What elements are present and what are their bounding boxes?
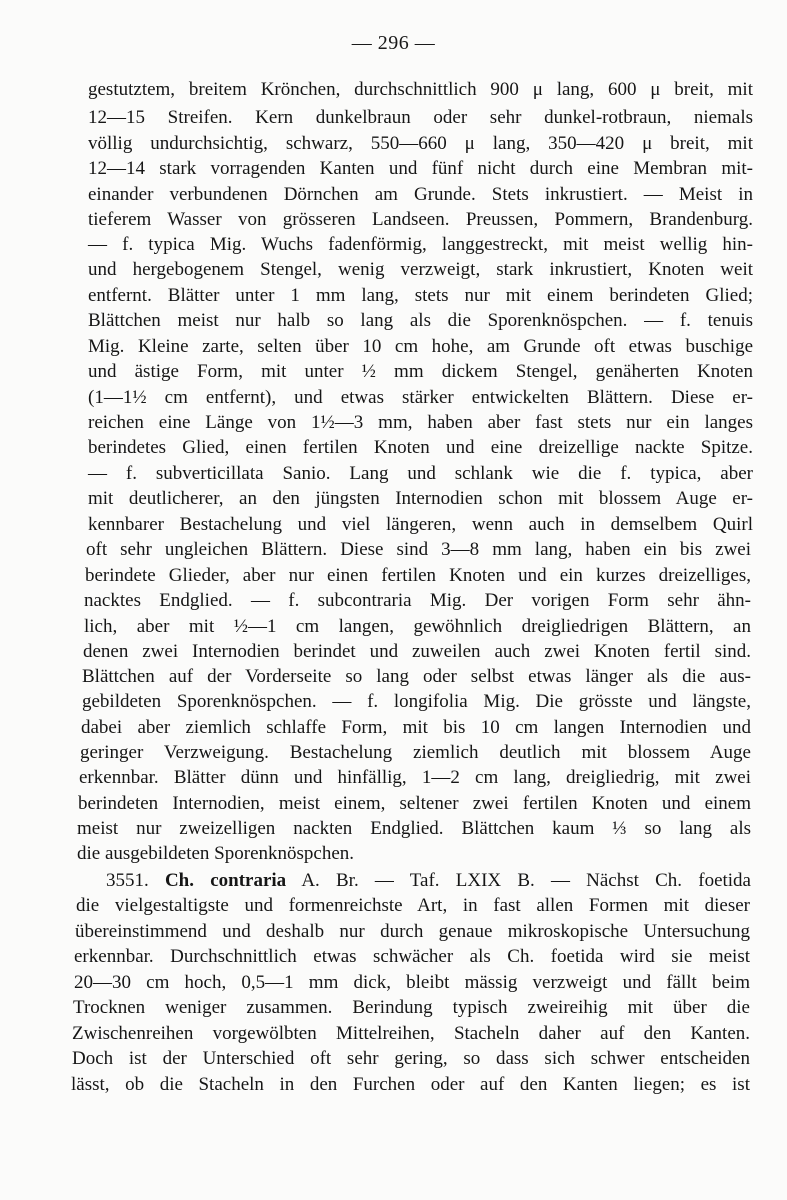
text-line: gebildeten Sporenknöspchen. — f. longifolia Mig. Die grösste und längste,	[82, 691, 751, 712]
text-line: nacktes Endglied. — f. subcontraria Mig. Der vorigen Form sehr ähn-	[84, 590, 751, 611]
text-line: und hergebogenem Stengel, wenig verzweigt, stark inkrustiert, Knoten weit	[88, 259, 753, 280]
text-line: 12—14 stark vorragenden Kanten und fünf nicht durch eine Membran mit-	[88, 158, 753, 179]
text-line: berindete Glieder, aber nur einen fertilen Knoten und ein kurzes dreizelliges,	[85, 565, 751, 586]
text-line: Blättchen meist nur halb so lang als die Sporenknöspchen. — f. tenuis	[88, 310, 753, 331]
text-line: entfernt. Blätter unter 1 mm lang, stets nur mit einem berindeten Glied;	[88, 285, 753, 306]
text-line: Mig. Kleine zarte, selten über 10 cm hohe, am Grunde oft etwas buschige	[88, 336, 753, 357]
text-line: dabei aber ziemlich schlaffe Form, mit bis 10 cm langen Internodien und	[81, 717, 751, 738]
text-line: Blättchen auf der Vorderseite so lang oder selbst etwas länger als die aus-	[82, 666, 751, 687]
text-line: geringer Verzweigung. Bestachelung ziemlich deutlich mit blossem Auge	[80, 742, 751, 763]
text-line: lich, aber mit ½—1 cm langen, gewöhnlich dreigliedrigen Blättern, an	[84, 616, 751, 637]
text-line: berindetes Glied, einen fertilen Knoten und eine dreizellige nackte Spitze.	[88, 437, 753, 458]
text-line: kennbarer Bestachelung und viel längeren, wenn auch in demselbem Quirl	[88, 514, 753, 535]
page-number: — 296 —	[351, 32, 436, 54]
text-line: denen zwei Internodien berindet und zuweilen auch zwei Knoten fertil sind.	[83, 641, 751, 662]
text-line: tieferem Wasser von grösseren Landseen. Preussen, Pommern, Brandenburg.	[88, 209, 753, 230]
text-line: Trocknen weniger zusammen. Berindung typisch zweireihig mit über die	[73, 997, 750, 1018]
text-line: erkennbar. Durchschnittlich etwas schwächer als Ch. foetida wird sie meist	[74, 946, 750, 967]
text-line: 12—15 Streifen. Kern dunkelbraun oder sehr dunkel-rotbraun, niemals	[88, 107, 753, 128]
text-line: übereinstimmend und deshalb nur durch genaue mikroskopische Untersuchung	[75, 921, 750, 942]
text-line: 20—30 cm hoch, 0,5—1 mm dick, bleibt mässig verzweigt und fällt beim	[74, 972, 750, 993]
text-line: — f. subverticillata Sanio. Lang und schlank wie die f. typica, aber	[88, 463, 753, 484]
text-line: berindeten Internodien, meist einem, seltener zwei fertilen Knoten und einem	[78, 793, 751, 814]
text-line: die ausgebildeten Sporenknöspchen.	[77, 843, 355, 864]
text-line: gestutztem, breitem Krönchen, durchschnittlich 900 μ lang, 600 μ breit, mit	[88, 79, 753, 100]
text-line: völlig undurchsichtig, schwarz, 550—660 μ lang, 350—420 μ breit, mit	[88, 133, 753, 154]
text-line: 3551. Ch. contraria A. Br. — Taf. LXIX B. — Nächst Ch. foetida	[106, 870, 751, 891]
text-line: oft sehr ungleichen Blättern. Diese sind 3—8 mm lang, haben ein bis zwei	[86, 539, 751, 560]
text-line: lässt, ob die Stacheln in den Furchen oder auf den Kanten liegen; es ist	[71, 1074, 750, 1095]
text-line: die vielgestaltigste und formenreichste Art, in fast allen Formen mit dieser	[76, 895, 750, 916]
text-line: erkennbar. Blätter dünn und hinfällig, 1—2 cm lang, dreigliedrig, mit zwei	[79, 767, 751, 788]
text-line: reichen eine Länge von 1½—3 mm, haben aber fast stets nur ein langes	[88, 412, 753, 433]
text-line: mit deutlicherer, an den jüngsten Internodien schon mit blossem Auge er-	[88, 488, 753, 509]
text-line: und ästige Form, mit unter ½ mm dickem Stengel, genäherten Knoten	[88, 361, 753, 382]
text-line: meist nur zweizelligen nackten Endglied. Blättchen kaum ⅓ so lang als	[77, 818, 751, 839]
text-line: einander verbundenen Dörnchen am Grunde. Stets inkrustiert. — Meist in	[88, 184, 753, 205]
text-line: (1—1½ cm entfernt), und etwas stärker entwickelten Blättern. Diese er-	[88, 387, 753, 408]
text-line: Doch ist der Unterschied oft sehr gering, so dass sich schwer entscheiden	[72, 1048, 750, 1069]
text-line: Zwischenreihen vorgewölbten Mittelreihen, Stacheln daher auf den Kanten.	[72, 1023, 750, 1044]
text-line: — f. typica Mig. Wuchs fadenförmig, langgestreckt, mit meist wellig hin-	[88, 234, 753, 255]
